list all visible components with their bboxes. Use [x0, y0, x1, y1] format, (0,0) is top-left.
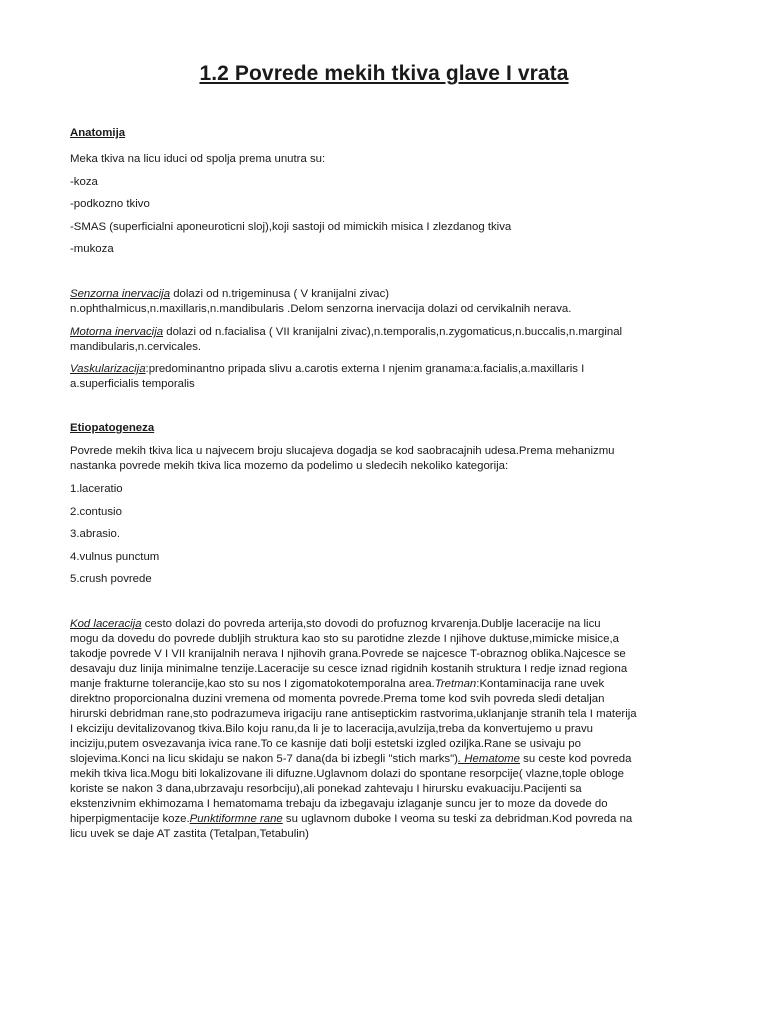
motor-innervation-term: Motorna inervacija	[70, 326, 164, 338]
motor-text: dolazi od n.facialisa ( VII kranijalni zivac),n.temporalis,n.zygomaticus,n.buccalis,n.marginal	[163, 326, 623, 338]
paragraph-line: cesto dolazi do povreda arterija,sto dovodi do profuznog krvarenja.Dublje laceracije na licu	[141, 618, 601, 630]
paragraph-line: :Kontaminacija rane uvek	[476, 678, 605, 690]
layer-item: -koza	[70, 176, 98, 188]
vascular-text: :predominantno pripada slivu a.carotis externa I njenim granama:a.facialis,a.maxillaris I	[145, 363, 585, 375]
paragraph-line: su ceste kod povreda	[520, 753, 632, 765]
etiology-intro	[70, 444, 710, 474]
sensory-innervation-term: Senzorna inervacija	[70, 288, 171, 300]
paragraph-line: manje frakturne tolerancije,kao sto su nos I zigomatokotemporalna area.	[70, 678, 435, 690]
paragraph-line: desavaju duz linija minimalne tenzije.Laceracije su cesce iznad rigidnih kostanih struktura I redje iznad regiona	[70, 663, 628, 675]
treatment-term: Tretman	[434, 678, 477, 690]
paragraph-line: takodje povrede V I VII kranijalnih nerava I njihovih grana.Povrede se najcesce T-obraznog oblika.Najcesce se	[70, 648, 626, 660]
motor-innervation-paragraph	[70, 325, 710, 355]
layer-item: -SMAS (superficialni aponeuroticni sloj),koji sastoji od mimickih misica I zlezdanog tkiva	[70, 221, 512, 233]
page-title: 1.2 Povrede mekih tkiva glave I vrata	[199, 62, 569, 85]
etiology-intro-line: Povrede mekih tkiva lica u najvecem broju slucajeva dogadja se kod saobracajnih udesa.Prema mehanizmu	[70, 445, 615, 457]
anatomy-intro: Meka tkiva na licu iduci od spolja prema unutra su:	[70, 153, 326, 165]
paragraph-line: slojevima.Konci na licu skidaju se nakon 5-7 dana(da bi izbegli "stich marks")	[70, 753, 458, 765]
paragraph-line: inciziju,putem osvezavanja ivica rane.To ce kasnije dati bolji estetski izgled oziljka.Rane se usivaju po	[70, 738, 581, 750]
sensory-innervation-paragraph	[70, 287, 710, 317]
lacerations-term: Kod laceracija	[70, 618, 142, 630]
category-item: 2.contusio	[70, 506, 122, 518]
category-item: 4.vulnus punctum	[70, 551, 160, 563]
category-item: 3.abrasio.	[70, 528, 121, 540]
category-item: 1.laceratio	[70, 483, 123, 495]
puncture-wounds-term: Punktiformne rane	[189, 813, 283, 825]
section-heading-etiology: Etiopatogeneza	[70, 422, 155, 434]
paragraph-line: mekih tkiva lica.Mogu biti lokalizovane ili difuzne.Uglavnom dolazi do spontane resorpcije( vlazne,tople obloge	[70, 768, 625, 780]
sensory-text: dolazi od n.trigeminusa ( V kranijalni zivac)	[170, 288, 390, 300]
paragraph-line: direktno proporcionalna duzini vremena od momenta povrede.Prema tome kod svih povreda sledi detaljan	[70, 693, 605, 705]
paragraph-line: I ekciziju devitalizovanog tkiva.Bilo koju ranu,da li je to laceracija,avulzija,treba da konvertujemo u pravu	[70, 723, 593, 735]
vascular-text-line: a.superficialis temporalis	[70, 378, 195, 390]
motor-text-line: mandibularis,n.cervicales.	[70, 341, 202, 353]
section-heading-anatomy: Anatomija	[70, 127, 126, 139]
paragraph-line: su uglavnom duboke I veoma su teski za debridman.Kod povreda na	[282, 813, 633, 825]
lacerations-paragraph	[70, 617, 710, 842]
category-item: 5.crush povrede	[70, 573, 152, 585]
vascularization-paragraph	[70, 362, 710, 392]
etiology-intro-line: nastanka povrede mekih tkiva lica mozemo da podelimo u sledecih nekoliko kategorija:	[70, 460, 509, 472]
layer-item: -mukoza	[70, 243, 114, 255]
paragraph-line: koriste se nakon 3 dana,ubrzavaju resorbciju),ali ponekad zahtevaju I hirursku evakuaciju.Pacijenti sa	[70, 783, 582, 795]
sensory-text-line: n.ophthalmicus,n.maxillaris,n.mandibularis .Delom senzorna inervacija dolazi od cervikalnih nerava.	[70, 303, 572, 315]
paragraph-line: hiperpigmentacije koze.	[70, 813, 190, 825]
paragraph-line: hirurski debridman rane,sto podrazumeva irigaciju rane antiseptickim rastvorima,uklanjanje stranih tela I materija	[70, 708, 637, 720]
paragraph-line: ekstenzivnim ekhimozama I hematomama trebaju da izbegavaju izlaganje suncu jer to moze da dovede do	[70, 798, 608, 810]
vascularization-term: Vaskularizacija	[70, 363, 146, 375]
paragraph-line: mogu da dovedu do povrede dubljih struktura kao sto su parotidne zlezde I njihove duktuse,mimicke misice,a	[70, 633, 619, 645]
layer-item: -podkozno tkivo	[70, 198, 150, 210]
hematomas-term: . Hematome	[457, 753, 521, 765]
paragraph-line: licu uvek se daje AT zastita (Tetalpan,Tetabulin)	[70, 828, 309, 840]
